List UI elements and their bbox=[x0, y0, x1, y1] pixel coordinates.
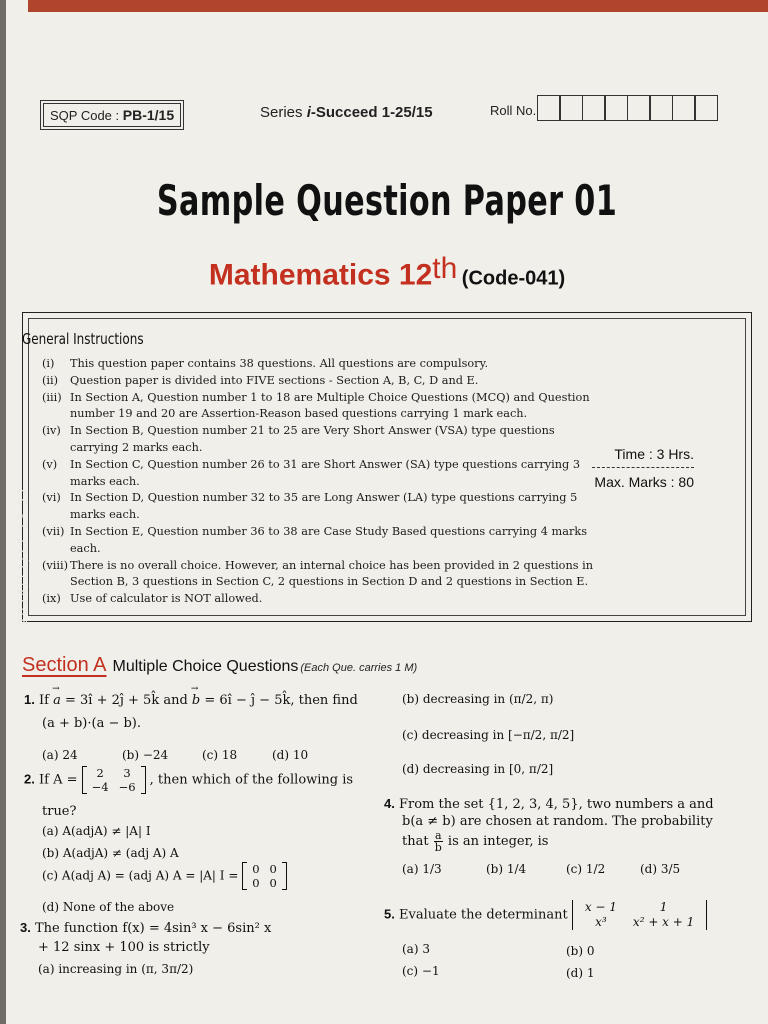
item-text: Question paper is divided into FIVE sections - Section A, B, C, D and E. bbox=[70, 373, 479, 387]
q4-option-a bbox=[402, 862, 442, 876]
instruction-item bbox=[42, 356, 602, 373]
det-cell: x − 1 bbox=[584, 900, 617, 914]
roll-box bbox=[537, 95, 561, 121]
question-3 bbox=[20, 920, 271, 936]
q3-option-b bbox=[402, 692, 553, 706]
matrix-cell: −6 bbox=[118, 780, 136, 794]
matrix-cell: −4 bbox=[91, 780, 109, 794]
series-label bbox=[260, 104, 433, 121]
q4-integer: is an integer, is bbox=[447, 834, 549, 849]
q4-option-d bbox=[640, 862, 680, 876]
subject-name: Mathematics 12 bbox=[208, 258, 433, 292]
q5-option-d: (d) 1 bbox=[566, 966, 595, 980]
q3-option-c-text: (c) decreasing in bbox=[402, 728, 505, 742]
determinant bbox=[572, 900, 707, 930]
q3-option-d bbox=[402, 762, 553, 776]
sqp-label: SQP Code : bbox=[50, 108, 123, 123]
instruction-item bbox=[42, 457, 602, 491]
item-text: In Section D, Question number 32 to 35 are Long Answer (LA) type questions carrying 5 marks each. bbox=[70, 491, 578, 522]
roll-number-boxes bbox=[538, 95, 718, 121]
q3-option-a-interval: (π, 3π/2) bbox=[141, 962, 194, 976]
q4-line3 bbox=[402, 830, 548, 853]
frac-num: a bbox=[434, 829, 442, 842]
roll-box bbox=[649, 95, 673, 121]
q4-option-c bbox=[566, 862, 605, 876]
instruction-item bbox=[42, 490, 602, 524]
subject-code: (Code-041) bbox=[461, 267, 566, 290]
q1-if: If bbox=[38, 693, 49, 708]
section-note: (Each Que. carries 1 M) bbox=[300, 662, 418, 674]
q5-option-a: (a) 3 bbox=[402, 942, 430, 956]
sqp-code-box bbox=[40, 100, 184, 130]
roll-box bbox=[604, 95, 628, 121]
section-heading bbox=[22, 654, 417, 677]
top-color-strip bbox=[28, 0, 768, 12]
q4-option-b bbox=[486, 862, 526, 876]
item-text: Use of calculator is NOT allowed. bbox=[70, 592, 263, 606]
item-number: (v) bbox=[42, 457, 58, 471]
opt-label: (b) bbox=[486, 862, 504, 876]
matrix-a bbox=[82, 766, 146, 794]
q3-option-a-text: (a) increasing in bbox=[38, 962, 138, 976]
q3-option-a bbox=[38, 962, 193, 976]
sqp-code: PB-1/15 bbox=[122, 107, 175, 123]
q2-option-b: (b) A(adjA) ≠ (adj A) A bbox=[42, 846, 179, 860]
item-number: (iv) bbox=[42, 424, 61, 438]
subject-sup: th bbox=[432, 252, 458, 285]
matrix-cell: 2 bbox=[96, 766, 104, 780]
series-prefix: Series bbox=[260, 104, 307, 121]
series-value: -Succeed 1-25/15 bbox=[310, 104, 433, 121]
series-italic: i bbox=[306, 104, 311, 121]
q2-option-a: (a) A(adjA) ≠ |A| I bbox=[42, 824, 151, 838]
q4-line2: b(a ≠ b) are chosen at random. The probability bbox=[402, 814, 713, 829]
q1-option-d: (d) 10 bbox=[272, 748, 309, 762]
roll-no-label: Roll No. bbox=[490, 103, 537, 118]
roll-box bbox=[627, 95, 651, 121]
item-text: In Section E, Question number 36 to 38 are Case Study Based questions carrying 4 marks each. bbox=[70, 524, 588, 555]
item-number: (i) bbox=[42, 357, 55, 370]
instruction-item bbox=[42, 373, 602, 390]
item-number: (viii) bbox=[42, 558, 69, 572]
q5-option-b: (b) 0 bbox=[566, 944, 595, 958]
vector-a: → a bbox=[53, 693, 61, 708]
q3-option-c-interval: [−π/2, π/2] bbox=[508, 728, 575, 742]
q1-b-eq: = 6î − ĵ − 5k̂, then find bbox=[204, 693, 358, 708]
q5-option-c: (c) −1 bbox=[402, 964, 440, 978]
question-2 bbox=[24, 766, 353, 794]
instruction-item bbox=[42, 558, 602, 592]
question-number: 2. bbox=[24, 771, 35, 787]
instruction-item bbox=[42, 524, 602, 558]
matrix-cell: 0 bbox=[252, 876, 260, 890]
matrix-cell: 0 bbox=[252, 862, 260, 876]
opt-value: 1/3 bbox=[422, 862, 442, 876]
item-number: (ii) bbox=[42, 373, 59, 387]
item-number: (vii) bbox=[42, 524, 65, 538]
section-name: Section A bbox=[22, 654, 107, 676]
q1-expression: (a + b)·(a − b). bbox=[42, 716, 142, 731]
q4-line1: From the set {1, 2, 3, 4, 5}, two numbers a and bbox=[398, 797, 714, 812]
instruction-item bbox=[42, 423, 602, 457]
question-number: 1. bbox=[24, 692, 35, 707]
opt-value: 1/4 bbox=[506, 862, 527, 876]
q3-option-d-text: (d) decreasing in bbox=[402, 762, 506, 776]
q1-a-eq: = 3î + 2ĵ + 5k̂ and bbox=[64, 693, 188, 708]
a-over-b-fraction bbox=[434, 830, 443, 853]
paper-subtitle bbox=[6, 252, 768, 292]
instruction-item bbox=[42, 390, 602, 424]
q3-option-d-interval: [0, π/2] bbox=[508, 762, 554, 776]
vector-b: → b bbox=[192, 693, 200, 708]
instructions-list bbox=[42, 356, 602, 608]
item-text: In Section A, Question number 1 to 18 are Multiple Choice Questions (MCQ) and Question number 19 and 20 are Assertion-Reason based questions carrying 1 mark each. bbox=[70, 390, 590, 421]
q2-option-c bbox=[42, 862, 287, 890]
section-title: Multiple Choice Questions bbox=[112, 658, 299, 675]
det-cell: x² + x + 1 bbox=[632, 915, 695, 929]
q1-option-b: (b) −24 bbox=[122, 748, 169, 762]
q1-option-c: (c) 18 bbox=[202, 748, 238, 762]
q1-option-a: (a) 24 bbox=[42, 748, 78, 762]
q3-option-b-text: (b) decreasing in bbox=[402, 692, 506, 706]
q3-line2: + 12 sinx + 100 is strictly bbox=[38, 940, 210, 955]
question-number: 4. bbox=[384, 796, 395, 811]
exam-page bbox=[6, 0, 768, 1024]
instruction-item bbox=[42, 591, 602, 608]
item-text: In Section C, Question number 26 to 31 are Short Answer (SA) type questions carrying 3 marks each. bbox=[70, 457, 581, 488]
frac-den: b bbox=[434, 841, 442, 854]
opt-value: 1/2 bbox=[585, 862, 606, 876]
question-number: 5. bbox=[384, 906, 395, 922]
q5-text: Evaluate the determinant bbox=[398, 907, 568, 923]
q4-that: that bbox=[402, 834, 429, 849]
question-number: 3. bbox=[20, 920, 31, 935]
item-text: There is no overall choice. However, an internal choice has been provided in 2 questions in Section B, 3 questions in Section C, 2 questions in Section D and 2 questions in Section E. bbox=[70, 558, 594, 589]
time-marks-box bbox=[592, 446, 694, 490]
q2-true: true? bbox=[42, 804, 77, 819]
opt-value: 3/5 bbox=[660, 862, 681, 876]
opt-label: (a) bbox=[402, 862, 419, 876]
det-cell: x³ bbox=[595, 915, 607, 929]
question-5 bbox=[384, 900, 707, 930]
instructions-heading: General Instructions bbox=[22, 330, 144, 348]
q2-option-c-text: (c) A(adj A) = (adj A) A = |A| I = bbox=[42, 868, 239, 883]
item-number: (ix) bbox=[42, 592, 61, 606]
roll-box bbox=[694, 95, 718, 121]
item-number: (iii) bbox=[42, 390, 62, 404]
det-cell: 1 bbox=[659, 900, 668, 914]
max-marks: Max. Marks : 80 bbox=[594, 474, 694, 490]
matrix-cell: 0 bbox=[269, 876, 277, 890]
opt-label: (c) bbox=[566, 862, 583, 876]
question-4 bbox=[384, 796, 714, 812]
item-text: This question paper contains 38 questions. All questions are compulsory. bbox=[70, 357, 489, 370]
q3-option-b-interval: (π/2, π) bbox=[508, 692, 554, 706]
q3-option-c bbox=[402, 728, 574, 742]
roll-box bbox=[582, 95, 606, 121]
zero-matrix bbox=[242, 862, 287, 890]
question-1 bbox=[24, 692, 358, 708]
roll-box bbox=[559, 95, 583, 121]
page-title: Sample Question Paper 01 bbox=[156, 176, 618, 225]
q2-lead: If A = bbox=[38, 772, 78, 788]
item-number: (vi) bbox=[42, 491, 61, 505]
matrix-cell: 3 bbox=[123, 766, 131, 780]
q2-tail: , then which of the following is bbox=[149, 772, 354, 788]
time-allowed: Time : 3 Hrs. bbox=[614, 446, 694, 462]
opt-label: (d) bbox=[640, 862, 658, 876]
item-text: In Section B, Question number 21 to 25 are Very Short Answer (VSA) type questions carrying 2 marks each. bbox=[70, 424, 555, 454]
q3-line1: The function f(x) = 4sin³ x − 6sin² x bbox=[34, 921, 272, 936]
matrix-cell: 0 bbox=[269, 862, 277, 876]
q2-option-d: (d) None of the above bbox=[42, 900, 175, 914]
dashed-divider bbox=[592, 467, 694, 468]
vertical-timestamp: 2024/11/17 13:27 bbox=[16, 485, 30, 625]
roll-box bbox=[672, 95, 696, 121]
